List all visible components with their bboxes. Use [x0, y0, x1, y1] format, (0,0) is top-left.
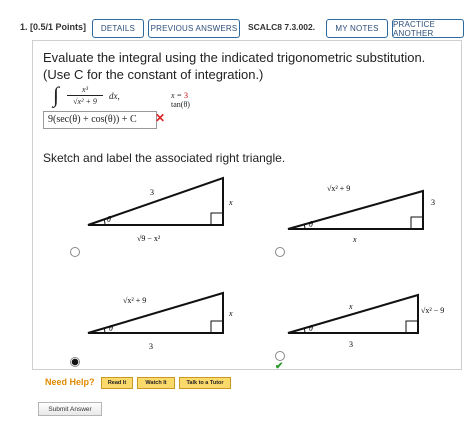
triangle-option-2: [283, 181, 443, 256]
triangle-3-angle: θ: [109, 324, 113, 333]
triangle-3-figure: [83, 289, 243, 353]
wrong-icon: ✕: [155, 111, 166, 125]
triangle-option-3-radio[interactable]: [70, 357, 80, 367]
triangle-1-figure: [83, 173, 233, 243]
answer-input[interactable]: 9(sec(θ) + cos(θ)) + C: [43, 111, 157, 129]
question-panel: [32, 40, 462, 387]
triangle-4-adjacent: 3: [349, 340, 353, 349]
integrand-denominator: √x² + 9: [73, 97, 97, 106]
triangle-1-angle: θ: [107, 215, 111, 224]
triangle-option-4-radio[interactable]: [275, 351, 285, 361]
triangle-4-opposite: √x² − 9: [421, 306, 445, 315]
triangle-2-angle: θ: [309, 220, 313, 229]
question-header: [14, 16, 462, 40]
triangle-1-adjacent: √9 − x²: [137, 234, 161, 243]
triangle-option-1: [83, 173, 233, 248]
triangle-2-hypotenuse: √x² + 9: [327, 184, 351, 193]
question-number-points: 1. [0.5/1 Points]: [20, 22, 87, 32]
integrand-fraction: [67, 85, 103, 106]
substitution: x = 3 tan(θ): [171, 91, 190, 109]
previous-answers-button[interactable]: PREVIOUS ANSWERS: [148, 19, 240, 38]
check-icon: ✔: [275, 361, 284, 372]
triangle-3-hypotenuse: √x² + 9: [123, 296, 147, 305]
triangle-4-hypotenuse: x: [349, 302, 353, 311]
question-code: SCALC8 7.3.002.: [248, 22, 316, 32]
details-button[interactable]: DETAILS: [92, 19, 144, 38]
triangle-3-adjacent: 3: [149, 342, 153, 351]
my-notes-button[interactable]: MY NOTES: [326, 19, 388, 38]
need-help-label: Need Help?: [45, 377, 95, 387]
sketch-prompt: Sketch and label the associated right triangle.: [43, 151, 286, 165]
question-prompt: Evaluate the integral using the indicated trigonometric substitution. (Use C for the constant of integration.): [43, 50, 426, 82]
read-it-button[interactable]: Read It: [101, 377, 133, 389]
triangle-2-adjacent: x: [353, 235, 357, 244]
integral-sign-icon: ∫: [53, 82, 60, 107]
practice-another-button[interactable]: PRACTICE ANOTHER: [392, 19, 464, 38]
triangle-4-figure: [283, 291, 463, 355]
triangle-2-opposite: 3: [431, 198, 435, 207]
triangle-option-3: [83, 289, 243, 358]
triangle-option-4: [283, 291, 463, 360]
submit-answer-button[interactable]: Submit Answer: [38, 402, 102, 416]
triangle-option-2-radio[interactable]: [275, 247, 285, 257]
triangle-2-figure: [283, 181, 443, 251]
triangle-1-opposite: x: [229, 198, 233, 207]
triangle-1-hypotenuse: 3: [150, 188, 154, 197]
watch-it-button[interactable]: Watch It: [137, 377, 175, 389]
triangle-3-opposite: x: [229, 309, 233, 318]
triangle-4-angle: θ: [309, 324, 313, 333]
triangle-option-1-radio[interactable]: [70, 247, 80, 257]
integral-dx: dx,: [109, 91, 120, 101]
talk-to-tutor-button[interactable]: Talk to a Tutor: [179, 377, 231, 389]
integrand-numerator: x³: [82, 85, 88, 94]
